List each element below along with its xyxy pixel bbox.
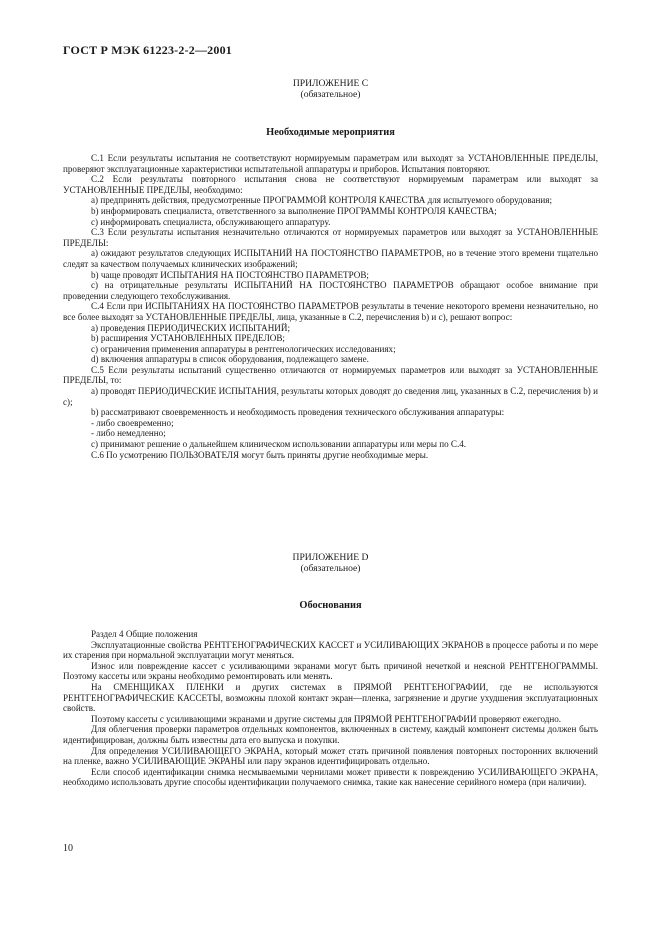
paragraph-d5: Для облегчения проверки параметров отдельных компонентов, включенных в систему, каждый компонент системы должен быть идентифицирован, должны быть известны дата его выпуска и покупки. [63, 724, 598, 745]
section-4-heading: Раздел 4 Общие положения [91, 629, 198, 639]
list-item-c2c: c) информировать специалиста, обслуживающего аппаратуру. [91, 216, 331, 227]
paragraph-d1: Эксплуатационные свойства РЕНТГЕНОГРАФИЧЕСКИХ КАССЕТ и УСИЛИВАЮЩИХ ЭКРАНОВ в процессе работы и по мере их старения при нормальной эксплуатации могут меняться. [63, 639, 598, 661]
appendix-c-heading [0, 78, 661, 100]
paragraph-d3: На СМЕНЩИКАХ ПЛЕНКИ и других системах в ПРЯМОЙ РЕНТГЕНОГРАФИИ, где не используются РЕНТГЕНОГРАФИЧЕСКИЕ КАССЕТЫ, возможны плохой контакт экран—пленка, загрязнение и другие ухудшения эксплуатационных свойств. [63, 681, 598, 714]
paragraph-c2: С.2 Если результаты повторного испытания снова не соответствуют нормируемым параметрам или выходят за УСТАНОВЛЕННЫЕ ПРЕДЕЛЫ, необходимо: [63, 174, 598, 195]
list-item-c4b: b) расширения УСТАНОВЛЕННЫХ ПРЕДЕЛОВ; [91, 333, 285, 344]
paragraph-d6: Для определения УСИЛИВАЮЩЕГО ЭКРАНА, который может стать причиной появления повторных посторонних включений на пленке, важно УСИЛИВАЮЩИЕ ЭКРАНЫ или пару экранов идентифицировать отдельно. [63, 745, 598, 767]
paragraph-d7: Если способ идентификации снимка несмываемыми чернилами может привести к повреждению УСИЛИВАЮЩЕГО ЭКРАНА, необходимо использовать другие способы идентификации получаемого снимка, такие как нанесение серийного номера (при наличии). [63, 766, 598, 788]
list-item-c5b-dash1: - либо своевременно; [91, 417, 174, 428]
appendix-c-note: (обязательное) [300, 89, 361, 100]
appendix-c-body [63, 153, 598, 460]
page-number: 10 [63, 843, 73, 854]
list-item-c4d: d) включения аппаратуры в список оборудования, подлежащего замене. [91, 354, 369, 365]
paragraph-c1: С.1 Если результаты испытания не соответствуют нормируемым параметрам или выходят за УСТАНОВЛЕННЫЕ ПРЕДЕЛЫ, проверяют эксплуатационные характеристики испытательной аппаратуры и приборов. Испытания повторяют. [63, 153, 598, 174]
list-item-c4c: c) ограничения применения аппаратуры в рентгенологических исследованиях; [91, 343, 396, 354]
list-item-c5b-dash2: - либо немедленно; [91, 428, 166, 439]
appendix-d-title: Обоснования [299, 600, 362, 611]
list-item-c5b: b) рассматривают своевременность и необходимость проведения технического обслуживания аппаратуры: [91, 407, 505, 418]
appendix-d-heading [0, 552, 661, 574]
list-item-c3b: b) чаще проводят ИСПЫТАНИЯ НА ПОСТОЯНСТВО ПАРАМЕТРОВ; [91, 269, 369, 280]
list-item-c2a: a) предпринять действия, предусмотренные ПРОГРАММОЙ КОНТРОЛЯ КАЧЕСТВА для испытуемого оборудования; [91, 195, 552, 206]
paragraph-c6: С.6 По усмотрению ПОЛЬЗОВАТЕЛЯ могут быть приняты другие необходимые меры. [91, 449, 429, 460]
appendix-d-label: ПРИЛОЖЕНИЕ D [292, 552, 369, 563]
paragraph-c5: С.5 Если результаты испытаний существенно отличаются от нормируемых параметров или выходят за УСТАНОВЛЕННЫЕ ПРЕДЕЛЫ, то: [63, 364, 598, 386]
list-item-c2b: b) информировать специалиста, ответственного за выполнение ПРОГРАММЫ КОНТРОЛЯ КАЧЕСТВА; [91, 205, 497, 216]
appendix-c-title: Необходимые мероприятия [266, 127, 395, 138]
appendix-d-note: (обязательное) [300, 563, 361, 574]
list-item-c5a: a) проводят ПЕРИОДИЧЕСКИЕ ИСПЫТАНИЯ, результаты которых доводят до сведения лиц, указанных в С.2, перечисления b) и с); [63, 386, 598, 407]
paragraph-d2: Износ или повреждение кассет с усиливающими экранами могут быть причиной нечеткой и неясной РЕНТГЕНОГРАММЫ. Поэтому кассеты или экраны необходимо ремонтировать или менять. [63, 660, 598, 682]
appendix-c-label: ПРИЛОЖЕНИЕ С [292, 78, 369, 89]
document-header: ГОСТ Р МЭК 61223-2-2—2001 [63, 43, 232, 57]
list-item-c3c: c) на отрицательные результаты ИСПЫТАНИЙ НА ПОСТОЯНСТВО ПАРАМЕТРОВ обращают особое внимание при проведении следующего техобслуживания. [63, 280, 598, 301]
paragraph-d4: Поэтому кассеты с усиливающими экранами и другие системы для ПРЯМОЙ РЕНТГЕНОГРАФИИ проверяют ежегодно. [91, 713, 562, 724]
appendix-d-body [63, 629, 598, 788]
list-item-c5c: c) принимают решение о дальнейшем клиническом использовании аппаратуры или меры по С.4. [91, 439, 467, 450]
list-item-c3a: a) ожидают результатов следующих ИСПЫТАНИЙ НА ПОСТОЯНСТВО ПАРАМЕТРОВ, но в течение этого времени тщательно следят за качеством получаемых клинических изображений; [63, 248, 598, 269]
paragraph-c3: С.3 Если результаты испытания незначительно отличаются от нормируемых параметров или выходят за УСТАНОВЛЕННЫЕ ПРЕДЕЛЫ: [63, 227, 598, 248]
list-item-c4a: a) проведения ПЕРИОДИЧЕСКИХ ИСПЫТАНИЙ; [91, 322, 290, 333]
paragraph-c4: С.4 Если при ИСПЫТАНИЯХ НА ПОСТОЯНСТВО ПАРАМЕТРОВ результаты в течение некоторого времени незначительно, но все более выходят за УСТАНОВЛЕННЫЕ ПРЕДЕЛЫ, лица, указанные в С.2, перечисления b) и с), решают вопрос: [63, 301, 598, 322]
